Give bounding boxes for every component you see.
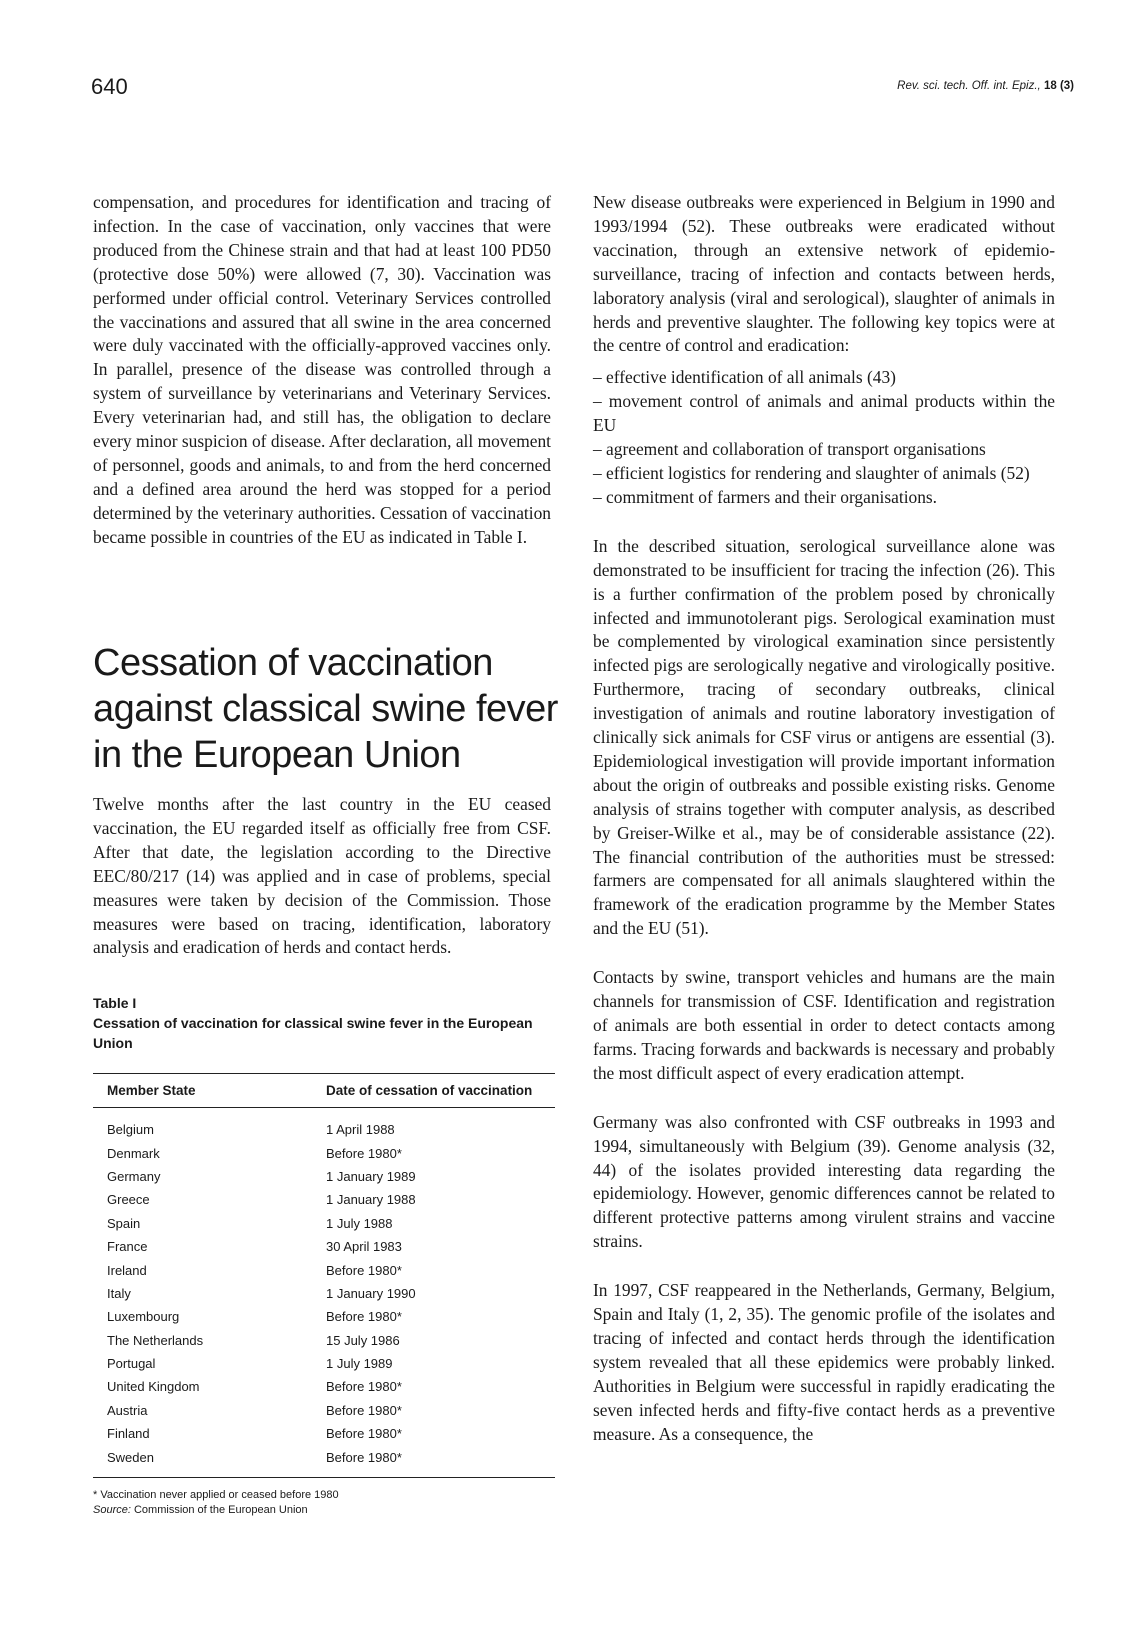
member-state-cell: United Kingdom [107,1379,200,1395]
left-column [93,191,551,550]
member-state-cell: Ireland [107,1262,147,1278]
right-paragraph-1: New disease outbreaks were experienced in Belgium in 1990 and 1993/1994 (52). These outbreaks were eradicated without vaccination, through an extensive network of epidemio-surveillance, tracing of infection and contacts between herds, laboratory analysis (viral and serological), slaughter of animals in herds and preventive slaughter. The following key topics were at the centre of control and eradication: [593,192,1055,356]
table-block [93,993,555,1518]
table-row [93,1212,555,1235]
table-row [93,1352,555,1375]
date-cell: Before 1980* [326,1309,402,1325]
date-cell: 1 January 1988 [326,1192,416,1208]
right-paragraph-3: Contacts by swine, transport vehicles and humans are the main channels for transmission of CSF. Identification and registration of animals are both essential in order to detect contacts among farms. Tracing forwards and backwards is necessary and probably the most difficult aspect of every eradication attempt. [593,967,1055,1083]
member-state-cell: Italy [107,1285,131,1301]
list-item: – efficient logistics for rendering and slaughter of animals (52) [593,462,1030,483]
table-header-row [93,1074,555,1108]
list-item: – commitment of farmers and their organisations. [593,486,938,507]
member-state-cell: Belgium [107,1122,154,1138]
date-cell: 1 January 1990 [326,1285,416,1301]
table-row [93,1422,555,1445]
member-state-cell: Denmark [107,1145,160,1161]
table-row [93,1235,555,1258]
date-cell: 30 April 1983 [326,1239,402,1255]
list-item: – movement control of animals and animal products within the EU [593,391,1055,436]
table-row [93,1165,555,1188]
date-cell: 1 January 1989 [326,1168,416,1184]
table-row [93,1141,555,1164]
date-cell: Before 1980* [326,1402,402,1418]
table-row [93,1445,555,1477]
header-date: Date of cessation of vaccination [312,1074,555,1108]
date-cell: Before 1980* [326,1145,402,1161]
member-state-cell: Spain [107,1215,141,1231]
member-state-cell: The Netherlands [107,1332,204,1348]
table-row [93,1108,555,1142]
member-state-cell: Sweden [107,1449,154,1465]
table-row [93,1258,555,1281]
date-cell: 1 April 1988 [326,1122,395,1138]
table-label: Table I [93,995,137,1011]
list-item: – agreement and collaboration of transport organisations [593,439,986,460]
table-row [93,1188,555,1211]
member-state-cell: Austria [107,1402,148,1418]
member-state-cell: France [107,1239,148,1255]
member-state-cell: Greece [107,1192,150,1208]
right-paragraph-5: In 1997, CSF reappeared in the Netherlands, Germany, Belgium, Spain and Italy (1, 2, 35). The genomic profile of the isolates and tracing of infected and contact herds through the identification system revealed that all these epidemics were probably linked. Authorities in Belgium were successful in rapidly eradicating the seven infected herds and fifty-five contact herds as a preventive measure. As a consequence, the [593,1280,1055,1444]
date-cell: Before 1980* [326,1379,402,1395]
table-source [93,1503,555,1518]
source-text: Commission of the European Union [133,1503,308,1516]
table-row [93,1375,555,1398]
table-row [93,1399,555,1422]
date-cell: 1 July 1988 [326,1215,393,1231]
list-item: – effective identification of all animals (43) [593,367,896,388]
table-row [93,1282,555,1305]
journal-name: Rev. sci. tech. Off. int. Epiz., [897,80,1041,92]
journal-reference [897,80,1074,92]
page-number: 640 [91,74,128,99]
right-column [593,191,1055,1447]
date-cell: 15 July 1986 [326,1332,400,1348]
member-state-cell: Portugal [107,1356,156,1372]
table-caption: Cessation of vaccination for classical swine fever in the European Union [93,1015,533,1051]
date-cell: Before 1980* [326,1449,402,1465]
table-row [93,1305,555,1328]
right-paragraph-4: Germany was also confronted with CSF outbreaks in 1993 and 1994, simultaneously with Belgium (39). Genome analysis (32, 44) of the isolates provided interesting data regarding the epidemiology. However, genomic differences cannot be related to different protective patterns among virulent strains and vaccine strains. [593,1111,1055,1252]
source-label: Source: [93,1503,131,1516]
member-state-cell: Luxembourg [107,1309,180,1325]
left-paragraph-1: compensation, and procedures for identification and tracing of infection. In the case of vaccination, only vaccines that were produced from the Chinese strain and that had at least 100 PD50 (protective dose 50%) were allowed (7, 30). Vaccination was performed under official control. Veterinary Services controlled the vaccinations and assured that all swine in the area concerned were duly vaccinated with the officially-approved vaccines only. In parallel, presence of the disease was controlled through a system of surveillance by veterinarians and Veterinary Services. Every veterinarian had, and still has, the obligation to declare every minor suspicion of disease. After declaration, all movement of personnel, goods and animals, to and from the herd concerned and a defined area around the herd was stopped for a period determined by the veterinary authorities. Cessation of vaccination became possible in countries of the EU as indicated in Table I. [93,192,551,547]
table-body [93,1108,555,1478]
section-heading: Cessation of vaccination against classical swine fever in the European Union [93,642,558,776]
table-row [93,1329,555,1352]
cessation-table [93,1073,555,1478]
right-paragraph-2: In the described situation, serological surveillance alone was demonstrated to be insufficient for tracing the infection (26). This is a further confirmation of the problem posed by chronically infected and immunotolerant pigs. Serological examination must be complemented by virological examination since persistently infected pigs are serologically negative and virologically positive. Furthermore, tracing of secondary outbreaks, clinical investigation of animals and routine laboratory investigation of clinically sick animals for CSF virus or antigens are essential (3). Epidemiological investigation will provide important information about the origin of outbreaks and possible existing risks. Genome analysis of strains together with computer analysis, as described by Greiser-Wilke et al., may be of considerable assistance (22). The financial contribution of the authorities must be stressed: farmers are compensated for all animals slaughtered within the framework of the eradication programme by the Member States and the EU (51). [593,535,1055,939]
journal-volume: 18 (3) [1043,80,1074,92]
member-state-cell: Germany [107,1168,161,1184]
date-cell: 1 July 1989 [326,1356,393,1372]
key-topics-list [593,366,1055,509]
left-column-lower [93,793,551,960]
date-cell: Before 1980* [326,1426,402,1442]
member-state-cell: Finland [107,1426,150,1442]
table-footnote: * Vaccination never applied or ceased before 1980 [93,1488,339,1501]
header-member-state: Member State [93,1074,312,1108]
date-cell: Before 1980* [326,1262,402,1278]
left-paragraph-2: Twelve months after the last country in the EU ceased vaccination, the EU regarded itself as officially free from CSF. After that date, the legislation according to the Directive EEC/80/217 (14) was applied and in case of problems, special measures were taken by decision of the Commission. Those measures were based on tracing, identification, laboratory analysis and eradication of herds and contact herds. [93,794,551,958]
